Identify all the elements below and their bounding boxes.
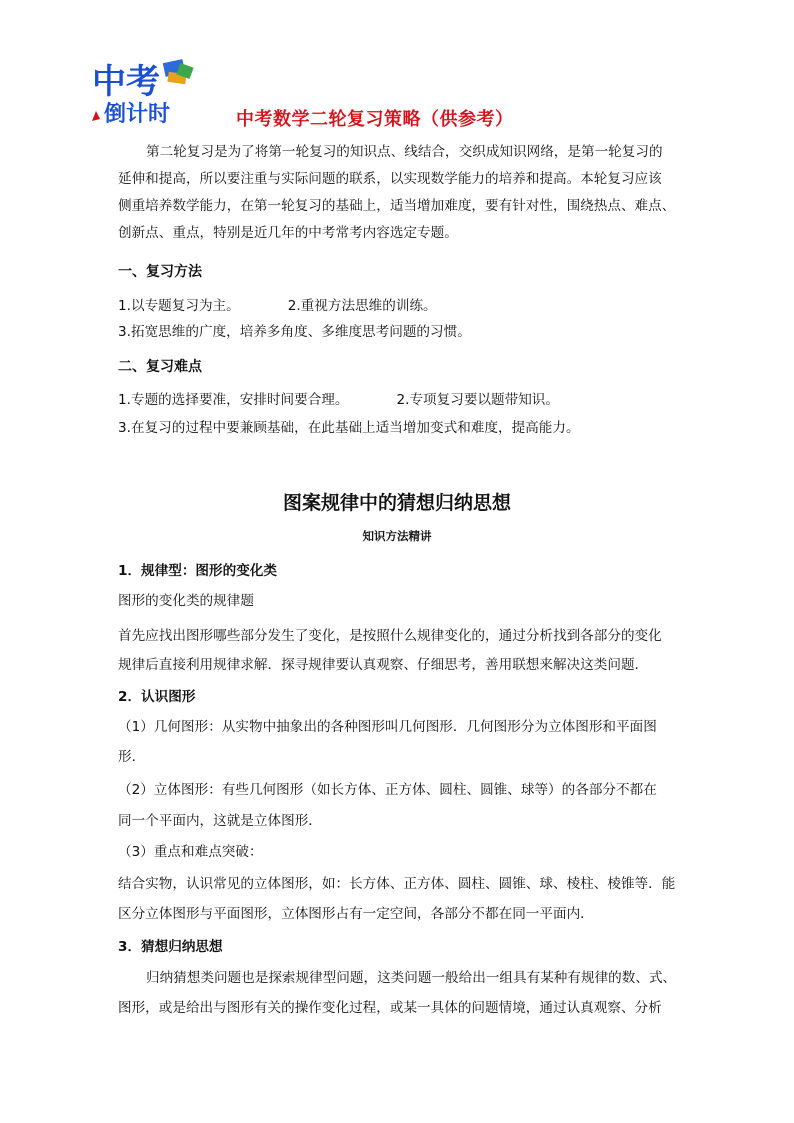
- logo-text-top: 中考: [92, 62, 160, 102]
- main-h1: 1．规律型：图形的变化类: [118, 563, 277, 579]
- section1-item3: 3.拓宽思维的广度，培养多角度、多维度思考问题的习惯。: [118, 324, 471, 340]
- main-subtitle: 知识方法精讲: [362, 529, 432, 543]
- section1-item1: 1.以专题复习为主。: [118, 298, 240, 314]
- section2-item1: 1.专题的选择要准，安排时间要合理。: [118, 392, 349, 408]
- intro-line-1: 第二轮复习是为了将第一轮复习的知识点、线结合，交织成知识网络，是第一轮复习的: [146, 144, 663, 160]
- main-c3-line1: 结合实物，认识常见的立体图形，如：长方体、正方体、圆柱、圆锥、球、棱柱、棱锥等．能: [118, 876, 676, 892]
- logo: [90, 57, 212, 127]
- main-c2-line1: （2）立体图形：有些几何图形（如长方体、正方体、圆柱、圆锥、球等）的各部分不都在: [118, 782, 657, 798]
- logo-graphic: [90, 57, 212, 127]
- section1-items-row: [118, 294, 437, 314]
- main-c1-line1: （1）几何图形：从实物中抽象出的各种图形叫几何图形．几何图形分为立体图形和平面图: [118, 719, 657, 735]
- main-p2-line2: 规律后直接利用规律求解．探寻规律要认真观察、仔细思考，善用联想来解决这类问题．: [118, 657, 649, 673]
- main-c2-line2: 同一个平面内，这就是立体图形．: [118, 813, 322, 829]
- section2-item2: 2.专项复习要以题带知识。: [396, 392, 559, 408]
- section2-heading: 二、复习难点: [118, 359, 202, 375]
- intro-line-2: 延伸和提高，所以要注重与实际问题的联系，以实现数学能力的培养和提高。本轮复习应该: [118, 171, 662, 187]
- section2-items-row: [118, 388, 559, 408]
- main-h3: 3．猜想归纳思想: [118, 939, 223, 955]
- main-p3-line1: 归纳猜想类问题也是探索规律型问题，这类问题一般给出一组具有某种有规律的数、式、: [146, 970, 677, 986]
- main-p1: 图形的变化类的规律题: [118, 593, 254, 609]
- main-p3-line2: 图形，或是给出与图形有关的操作变化过程，或某一具体的问题情境，通过认真观察、分析: [118, 1000, 662, 1016]
- intro-line-4: 创新点、重点，特别是近几年的中考常考内容选定专题。: [118, 225, 458, 241]
- main-c1-line2: 形．: [118, 749, 146, 765]
- intro-line-3: 侧重培养数学能力，在第一轮复习的基础上，适当增加难度，要有针对性，围绕热点、难点、: [118, 198, 676, 214]
- section1-heading: 一、复习方法: [118, 264, 202, 280]
- main-c3: （3）重点和难点突破：: [118, 844, 263, 860]
- section1-item2: 2.重视方法思维的训练。: [287, 298, 437, 314]
- header-title: 中考数学二轮复习策略（供参考）: [236, 109, 514, 130]
- main-title: 图案规律中的猜想归纳思想: [282, 492, 511, 514]
- main-h2: 2．认识图形: [118, 689, 196, 705]
- section2-item3: 3.在复习的过程中要兼顾基础，在此基础上适当增加变式和难度，提高能力。: [118, 420, 580, 436]
- logo-text-bottom: 倒计时: [104, 102, 171, 127]
- main-p2-line1: 首先应找出图形哪些部分发生了变化，是按照什么规律变化的，通过分析找到各部分的变化: [118, 628, 662, 644]
- main-c3-line2: 区分立体图形与平面图形，立体图形占有一定空间，各部分不都在同一平面内．: [118, 906, 594, 922]
